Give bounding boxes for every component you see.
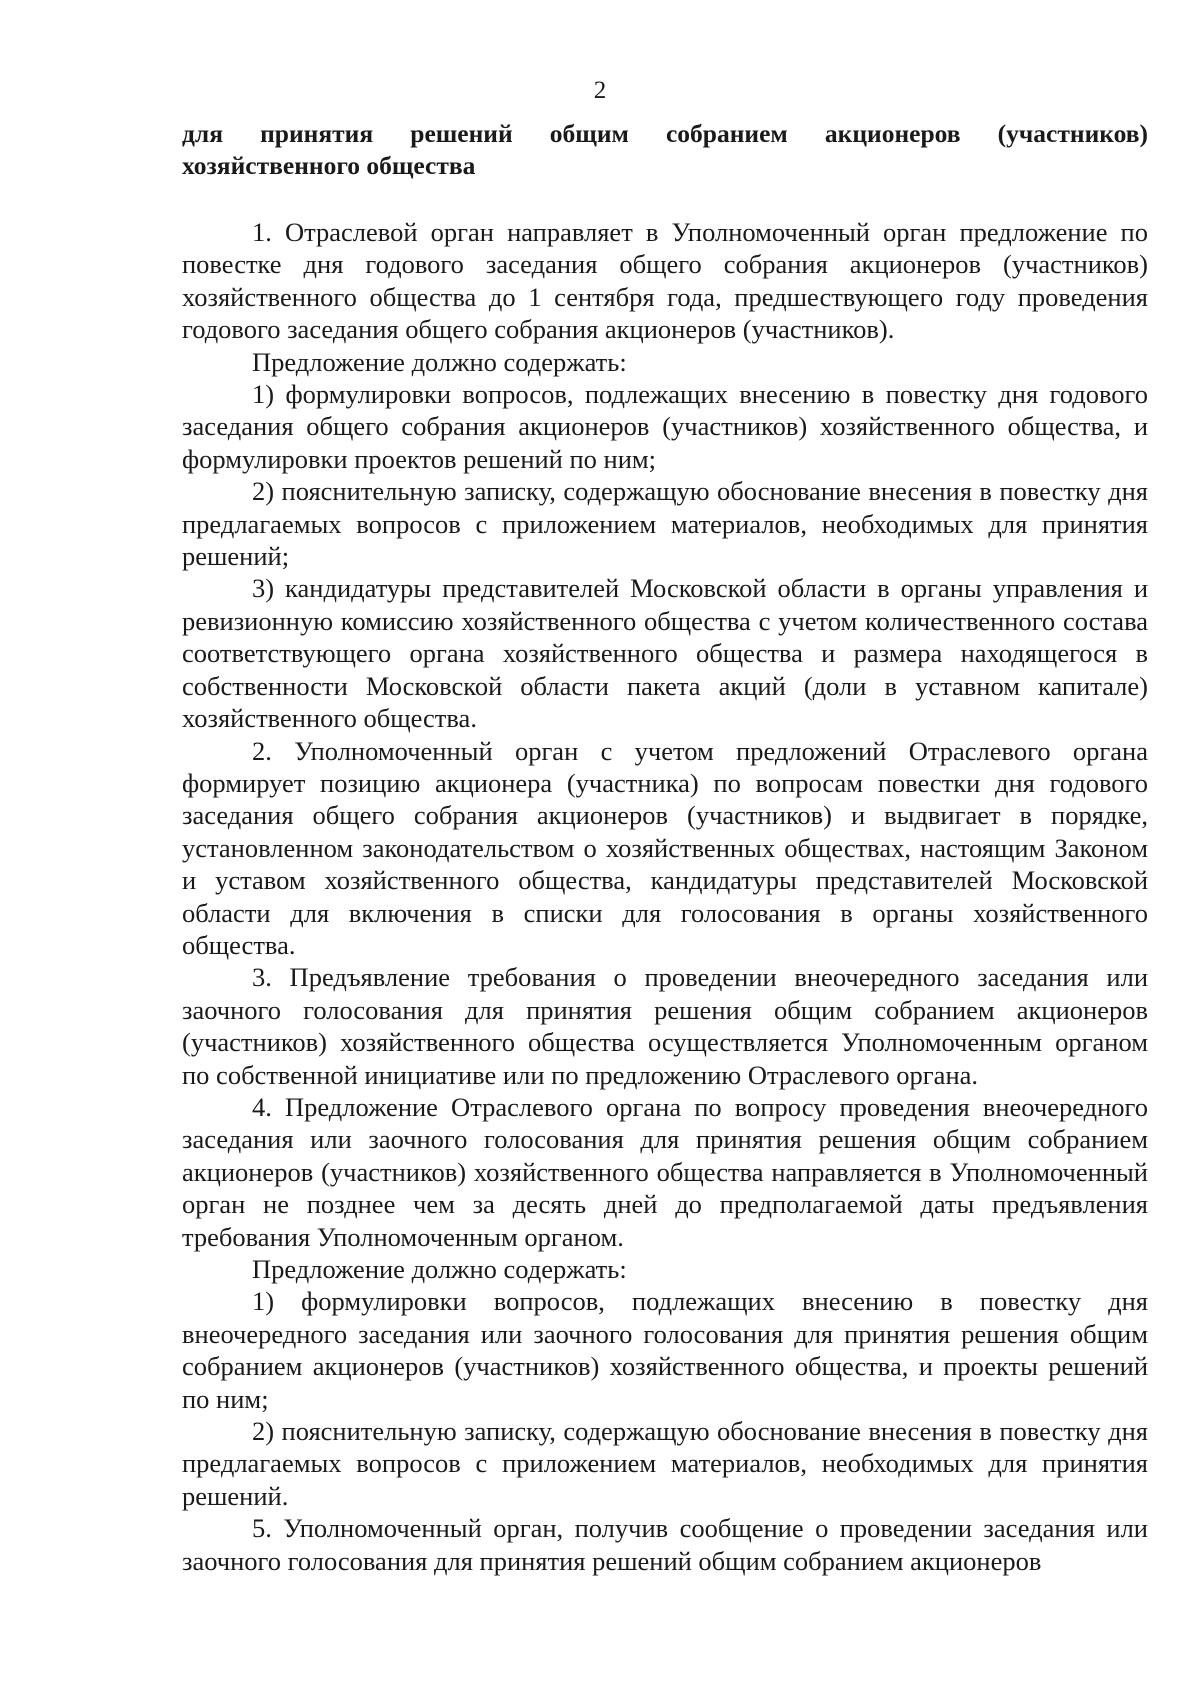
list-item-1b: 1) формулировки вопросов, подлежащих внесению в повестку дня внеочередного заседания или заочного голосования для принятия решения общим собранием акционеров (участников) хозяйственного общества, и проекты решений по ним; (182, 1286, 1148, 1414)
paragraph-proposal-intro: Предложение должно содержать: (252, 346, 627, 377)
page-number: 2 (593, 77, 607, 104)
list-item-1: 1) формулировки вопросов, подлежащих внесению в повестку дня годового заседания общего собрания акционеров (участников) хозяйственного общества, и формулировки проектов решений по ним; (182, 379, 1148, 474)
list-item-2: 2) пояснительную записку, содержащую обоснование внесения в повестку дня предлагаемых вопросов с приложением материалов, необходимых для принятия решений; (182, 476, 1148, 572)
paragraph-5: 5. Уполномоченный орган, получив сообщение о проведении заседания или заочного голосования для принятия решений общим собранием акционеров (182, 1513, 1148, 1576)
section-heading: для принятия решений общим собранием акционеров (участников) хозяйственного общества (182, 119, 1148, 180)
paragraph-proposal-intro-2: Предложение должно содержать: (252, 1254, 627, 1284)
paragraph-2: 2. Уполномоченный орган с учетом предложений Отраслевого органа формирует позицию акционера (участника) по вопросам повестки дня годового заседания общего собрания акционеров (участников) и выдвигает в порядке, установленном законодательством о хозяйственных обществах, настоящим Законом и уставом хозяйственного общества, кандидатуры представителей Московской области для включения в списки для голосования в органы хозяйственного общества. (182, 735, 1148, 960)
paragraph-4: 4. Предложение Отраслевого органа по вопросу проведения внеочередного заседания или заочного голосования для принятия решения общим собранием акционеров (участников) хозяйственного общества направляется в Уполномоченный орган не позднее чем за десять дней до предполагаемой даты предъявления требования Уполномоченным органом. (182, 1091, 1148, 1252)
paragraph-1: 1. Отраслевой орган направляет в Уполномоченный орган предложение по повестке дня годового заседания общего собрания акционеров (участников) хозяйственного общества до 1 сентября года, предшествующего году проведения годового заседания общего собрания акционеров (участников). (182, 217, 1148, 345)
document-body (182, 118, 1148, 1577)
list-item-3: 3) кандидатуры представителей Московской области в органы управления и ревизионную комиссию хозяйственного общества с учетом количественного состава соответствующего органа хозяйственного общества и размера находящегося в собственности Московской области пакета акций (доли в уставном капитале) хозяйственного общества. (182, 573, 1148, 734)
paragraph-3: 3. Предъявление требования о проведении внеочередного заседания или заочного голосования для принятия решения общим собранием акционеров (участников) хозяйственного общества осуществляется Уполномоченным органом по собственной инициативе или по предложению Отраслевого органа. (182, 962, 1148, 1090)
list-item-2b: 2) пояснительную записку, содержащую обоснование внесения в повестку дня предлагаемых вопросов с приложением материалов, необходимых для принятия решений. (182, 1416, 1148, 1511)
